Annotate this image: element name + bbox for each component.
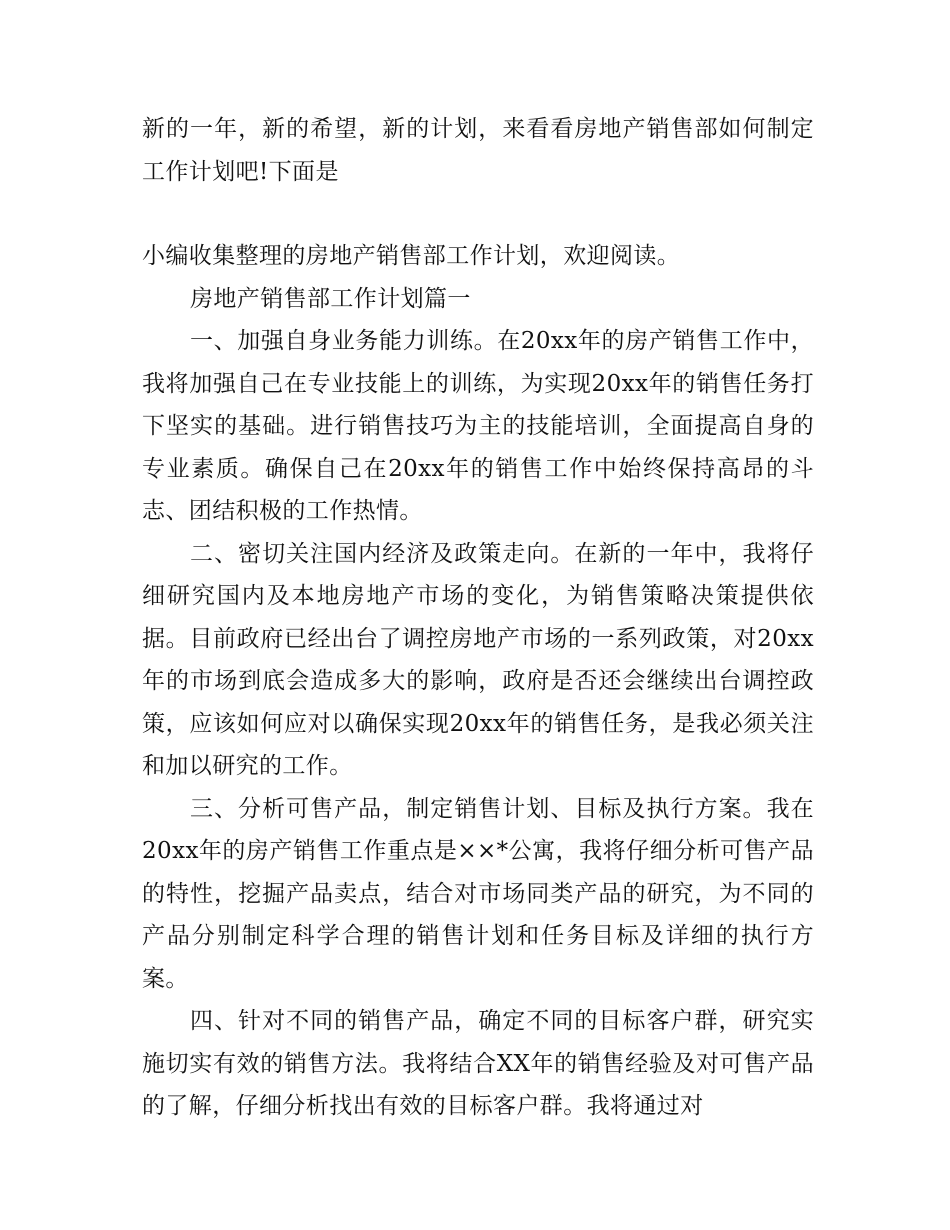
- plan-item-3: 三、分析可售产品，制定销售计划、目标及执行方案。我在20xx年的房产销售工作重点是××*公寓，我将仔细分析可售产品的特性，挖掘产品卖点，结合对市场同类产品的研究，为不同的产品分别制定科学合理的销售计划和任务目标及详细的执行方案。: [142, 795, 814, 992]
- intro-paragraph: 新的一年，新的希望，新的计划，来看看房地产销售部如何制定工作计划吧!下面是: [142, 116, 814, 185]
- plan-item-2: 二、密切关注国内经济及政策走向。在新的一年中，我将仔细研究国内及本地房地产市场的变化，为销售策略决策提供依据。目前政府已经出台了调控房地产市场的一系列政策，对20xx年的市场到底会造成多大的影响，政府是否还会继续出台调控政策，应该如何应对以确保实现20xx年的销售任务，是我必须关注和加以研究的工作。: [142, 540, 814, 779]
- paragraph-gap: [142, 193, 814, 235]
- plan-item-1: 一、加强自身业务能力训练。在20xx年的房产销售工作中，我将加强自己在专业技能上的训练，为实现20xx年的销售任务打下坚实的基础。进行销售技巧为主的技能培训，全面提高自身的专业素质。确保自己在20xx年的销售工作中始终保持高昂的斗志、团结积极的工作热情。: [142, 328, 814, 524]
- section-heading: 房地产销售部工作计划篇一: [190, 285, 471, 312]
- plan-item-4: 四、针对不同的销售产品，确定不同的目标客户群，研究实施切实有效的销售方法。我将结合XX年的销售经验及对可售产品的了解，仔细分析找出有效的目标客户群。我将通过对: [142, 1008, 814, 1119]
- document-body: [142, 108, 814, 1128]
- intro-continuation: 小编收集整理的房地产销售部工作计划，欢迎阅读。: [142, 243, 681, 269]
